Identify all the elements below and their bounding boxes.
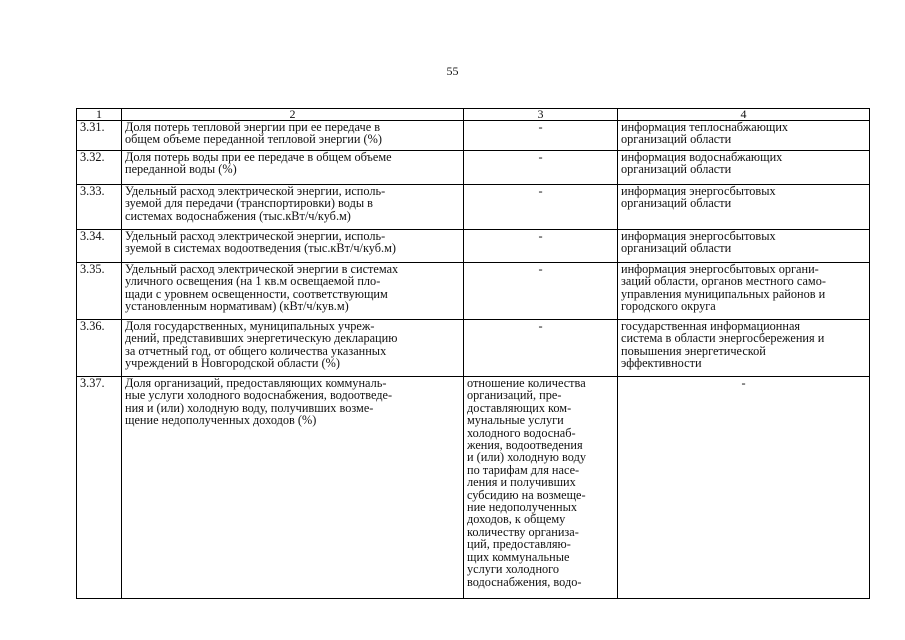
indicator-name: Удельный расход электрической энергии, исполь- зуемой в системах водоотведения (тыс.кВт/ч/куб.м) [122,230,464,263]
indicator-name: Доля потерь тепловой энергии при ее передаче в общем объеме переданной тепловой энергии (%) [122,121,464,151]
indicator-name: Доля потерь воды при ее передаче в общем объеме переданной воды (%) [122,151,464,185]
table-row [77,320,870,377]
information-source: информация энергосбытовых организаций области [618,230,870,263]
header-col-3: 3 [464,109,618,121]
header-col-2: 2 [122,109,464,121]
indicator-name: Удельный расход электрической энергии в системах уличного освещения (на 1 кв.м освещаемой пло- щади с уровнем освещенности, соответствующим установленным нормативам) (кВт/ч/кув.м) [122,263,464,320]
table-header-row [77,109,870,121]
row-number: 3.32. [77,151,122,185]
table-row [77,151,870,185]
information-source: - [618,377,870,599]
row-number: 3.35. [77,263,122,320]
information-source: государственная информационная система в области энергосбережения и повышения энергетической эффективности [618,320,870,377]
calculation-method: - [464,263,618,320]
information-source: информация водоснабжающих организаций области [618,151,870,185]
calculation-method: - [464,320,618,377]
calculation-method: отношение количества организаций, пре- доставляющих ком- мунальные услуги холодного водоснаб- жения, водоотведения и (или) холодную воду по тарифам для насе- ления и получивших субсидию на возмеще- ние недополученных доходов, к общему количеству организа- ций, предоставляю- щих коммунальные услуги холодного водоснабжения, водо- [464,377,618,599]
information-source: информация теплоснабжающих организаций области [618,121,870,151]
calculation-method: - [464,230,618,263]
row-number: 3.37. [77,377,122,599]
row-number: 3.31. [77,121,122,151]
table-row [77,230,870,263]
table-row [77,377,870,599]
indicators-table [76,108,870,599]
header-col-1: 1 [77,109,122,121]
table-row [77,263,870,320]
information-source: информация энергосбытовых организаций области [618,185,870,230]
table-row [77,185,870,230]
page-number: 55 [446,64,459,78]
indicator-name: Удельный расход электрической энергии, исполь- зуемой для передачи (транспортировки) воды в системах водоснабжения (тыс.кВт/ч/куб.м) [122,185,464,230]
row-number: 3.34. [77,230,122,263]
header-col-4: 4 [618,109,870,121]
calculation-method: - [464,151,618,185]
indicator-name: Доля государственных, муниципальных учреж- дений, представивших энергетическую декларацию за отчетный год, от общего количества указанных учреждений в Новгородской области (%) [122,320,464,377]
row-number: 3.36. [77,320,122,377]
calculation-method: - [464,121,618,151]
indicator-name: Доля организаций, предоставляющих коммуналь- ные услуги холодного водоснабжения, водоотведе- ния и (или) холодную воду, получивших возме- щение недополученных доходов (%) [122,377,464,599]
calculation-method: - [464,185,618,230]
row-number: 3.33. [77,185,122,230]
information-source: информация энергосбытовых органи- заций области, органов местного само- управления муниципальных районов и городского округа [618,263,870,320]
table-row [77,121,870,151]
